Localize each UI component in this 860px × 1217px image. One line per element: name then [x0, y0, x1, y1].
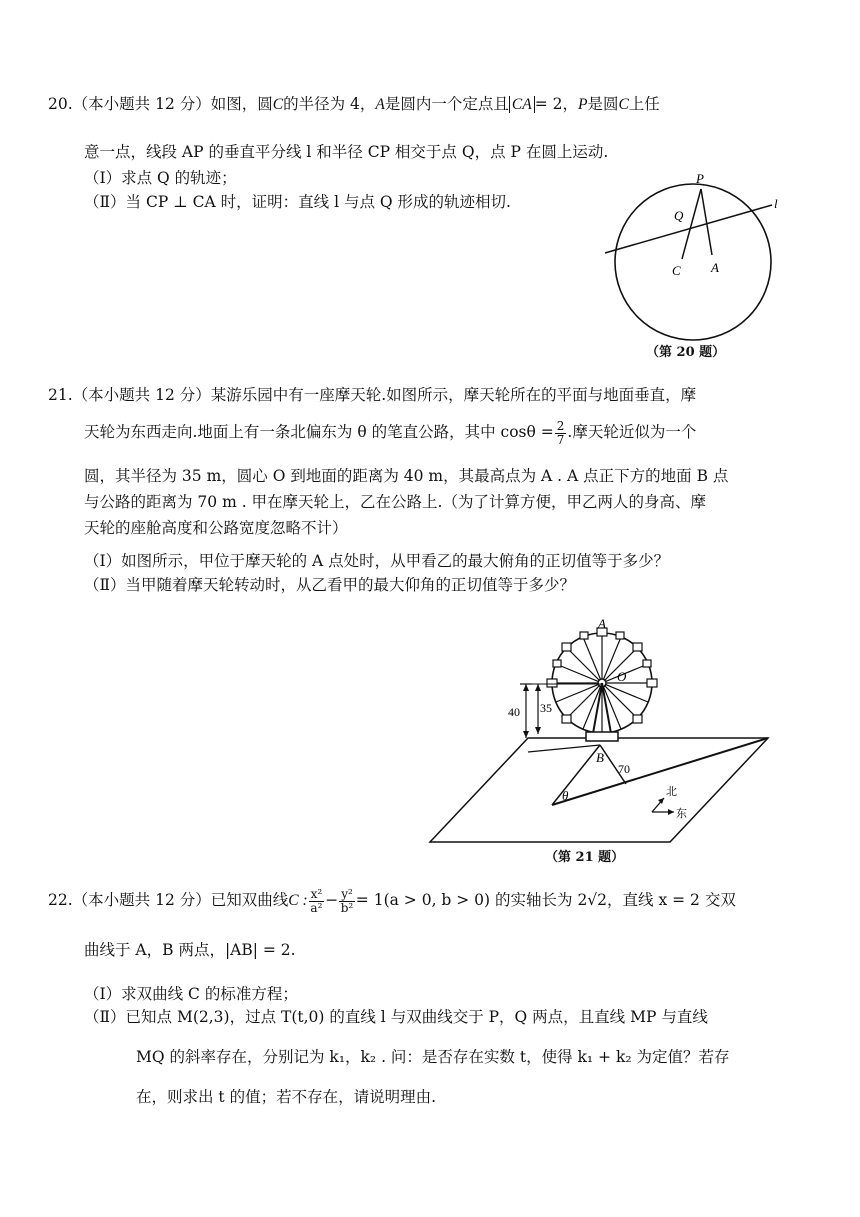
q20-var: P: [577, 96, 588, 113]
q20-segment-cp: [682, 189, 701, 259]
q21-label-a: A: [598, 616, 606, 631]
q20-label-a: A: [711, 260, 719, 275]
q21-arrow: [668, 809, 674, 815]
q21-frac-num: 2: [556, 419, 565, 433]
q22-text: 已知双曲线: [210, 891, 289, 910]
q21-part2: （Ⅱ）当甲随着摩天轮转动时，从乙看甲的最大仰角的正切值等于多少？: [84, 576, 576, 594]
q20-line-l: [605, 205, 772, 253]
q20-var: C: [618, 96, 629, 113]
q20-text: 是圆内一个定点且: [384, 95, 509, 113]
q22-frac-x: [309, 888, 325, 914]
q22-part2-line1: （Ⅱ）已知点 M(2,3)，过点 T(t,0) 的直线 l 与双曲线交于 P，Q 两点，且直线 MP 与直线: [84, 1008, 708, 1026]
q20-number: 20.: [48, 95, 73, 113]
q20-part1: （Ⅰ）求点 Q 的轨迹；: [84, 169, 237, 187]
q22-frac-den: a²: [310, 900, 323, 915]
q21-arrow: [535, 727, 541, 734]
q21-figure: [430, 612, 775, 844]
q21-text: 天轮为东西走向.地面上有一条北偏东为 θ 的笔直公路，其中 cosθ =: [84, 423, 554, 442]
q20-text: 是圆: [587, 95, 619, 113]
q22-line1: 22.（本小题共 12 分）已知双曲线C : $\frac{\text{x²}}{\text{a²}}$ − $\frac{\text{y²}}{\text{b²}}$ = 1(a > 0, b > 0) 的实轴长为 2√2，直线 x = 2 交双: [48, 887, 736, 915]
q22-frac-den: b²: [340, 900, 354, 915]
q21-part1: （Ⅰ）如图所示，甲位于摩天轮的 A 点处时，从甲看乙的最大俯角的正切值等于多少？: [84, 552, 670, 570]
q21-number: 21.: [48, 386, 73, 404]
q21-label-north: 北: [666, 786, 677, 798]
q21-text: 某游乐园中有一座摩天轮.如图所示，摩天轮所在的平面与地面垂直，摩: [210, 386, 697, 404]
q21-line1: [48, 388, 696, 404]
q21-line3: 圆，其半径为 35 m，圆心 O 到地面的距离为 40 m，其最高点为 A . A 点正下方的地面 B 点: [84, 467, 729, 485]
q22-text: = 1(a > 0, b > 0) 的实轴长为 2√2，直线 x = 2 交双: [355, 891, 736, 910]
q20-abs-ca: CA: [509, 96, 535, 113]
q22-part2-line2: MQ 的斜率存在，分别记为 k₁，k₂ . 问：是否存在实数 t，使得 k₁ + k₂ 为定值？若存: [136, 1048, 730, 1066]
q20-caption: （第 20 题）: [646, 345, 726, 360]
q22-frac-num: x²: [310, 887, 323, 901]
q20-label-l: l: [774, 196, 778, 211]
q20-line1: [48, 97, 660, 113]
q20-label-c: C: [672, 263, 681, 278]
q21-line2: [84, 420, 696, 446]
q21-label-east: 东: [676, 808, 687, 820]
q20-line2: 意一点，线段 AP 的垂直平分线 l 和半径 CP 相交于点 Q，点 P 在圆上运动.: [84, 143, 609, 161]
q20-circle: [615, 184, 771, 340]
q21-segment-b-theta: [552, 745, 600, 805]
q21-caption: （第 21 题）: [545, 850, 625, 865]
q20-var: C: [272, 96, 284, 113]
q21-arrow: [523, 731, 529, 738]
q22-points: （本小题共 12 分）: [72, 891, 211, 910]
q22-frac-num: y²: [341, 887, 353, 901]
q20-figure: [600, 171, 790, 355]
q21-label-40: 40: [508, 705, 520, 719]
q20-text: 上任: [628, 95, 660, 113]
q22-part1: （Ⅰ）求双曲线 C 的标准方程；: [84, 985, 298, 1003]
q20-text: 如图，圆: [210, 95, 273, 113]
q20-label-q: Q: [674, 208, 684, 223]
q21-frac-den: 7: [556, 432, 565, 447]
q21-points: （本小题共 12 分）: [72, 386, 211, 404]
q20-points: （本小题共 12 分）: [72, 95, 211, 113]
q21-text: .摩天轮近似为一个: [567, 423, 697, 442]
q22-frac-y: [339, 888, 355, 914]
q21-base: [586, 732, 618, 741]
q20-text: = 2，: [534, 95, 578, 113]
q20-part2: （Ⅱ）当 CP ⊥ CA 时，证明：直线 l 与点 Q 形成的轨迹相切.: [84, 193, 511, 211]
q20-var: A: [375, 96, 385, 113]
q21-label-35: 35: [540, 701, 552, 715]
q20-label-p: P: [696, 171, 704, 186]
q20-text: 的半径为 4，: [283, 95, 376, 113]
q21-label-b: B: [596, 750, 604, 765]
q22-var: C :: [288, 892, 308, 910]
q21-fraction: [555, 420, 567, 446]
q21-label-theta: θ: [562, 788, 569, 803]
q22-number: 22.: [48, 891, 73, 910]
q21-arrow: [535, 684, 541, 691]
q22-line2: 曲线于 A，B 两点，|AB| = 2.: [84, 941, 296, 959]
q21-label-o: O: [617, 669, 627, 684]
q21-line4: 与公路的距离为 70 m . 甲在摩天轮上，乙在公路上.（为了计算方便，甲乙两人的身高、摩: [84, 493, 706, 511]
q21-arrow: [523, 684, 529, 691]
q21-ground-line: [528, 745, 600, 752]
q22-part2-line3: 在，则求出 t 的值；若不存在，请说明理由.: [136, 1088, 437, 1106]
q21-line5: 天轮的座舱高度和公路宽度忽略不计）: [84, 519, 348, 537]
q21-label-70: 70: [618, 762, 630, 776]
